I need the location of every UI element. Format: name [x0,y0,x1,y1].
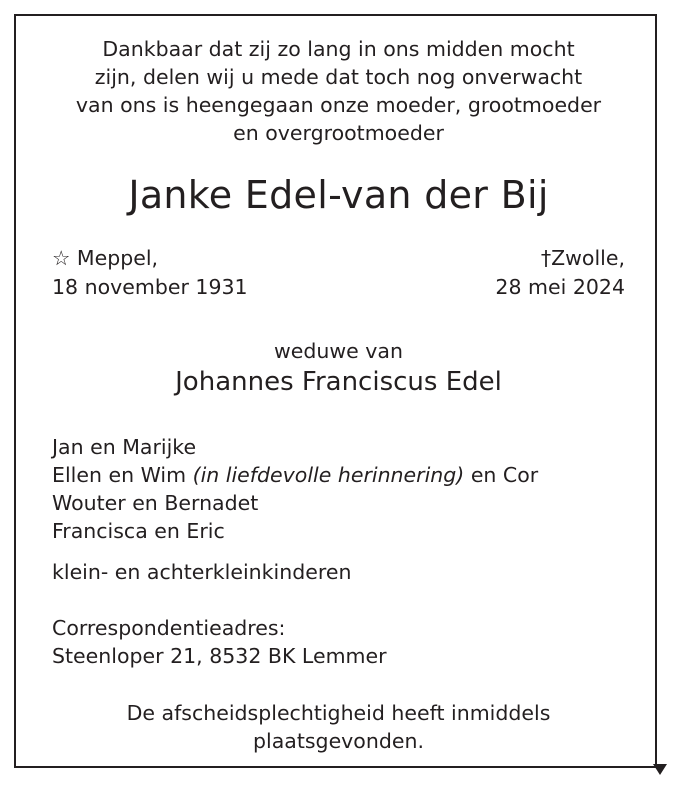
address-label: Correspondentieadres: [52,616,286,640]
funeral-note [0,699,677,755]
grandchildren-line: klein- en achterkleinkinderen [52,560,352,584]
funeral-line: plaatsgevonden. [253,729,424,753]
address-street: Steenloper 21, 8532 BK Lemmer [52,644,387,668]
family-list [52,433,538,545]
triangle-down-icon[interactable] [653,764,667,775]
remembrance-note: (in liefdevolle herinnering) [192,463,465,487]
family-line: Wouter en Bernadet [52,491,259,515]
birth-info [52,244,248,302]
husband-name: Johannes Franciscus Edel [175,367,502,397]
funeral-line: De afscheidsplechtigheid heeft inmiddels [126,701,551,725]
dagger-icon: † [540,246,552,270]
correspondence-address [52,614,387,670]
intro-text [0,35,677,147]
death-date: 28 mei 2024 [495,275,625,299]
intro-line: zijn, delen wij u mede dat toch nog onverwacht [94,65,583,89]
death-place: Zwolle, [551,246,625,270]
family-line [52,461,538,489]
family-line: Jan en Marijke [52,435,197,459]
deceased-name: Janke Edel-van der Bij [128,173,549,217]
birth-place: Meppel, [76,246,159,270]
intro-line: van ons is heengegaan onze moeder, grootmoeder [75,93,602,117]
family-line: Francisca en Eric [52,519,225,543]
birth-date: 18 november 1931 [52,275,248,299]
family-line-text: en Cor [464,463,539,487]
intro-line: en overgrootmoeder [233,121,444,145]
star-icon: ☆ [52,246,71,270]
family-line-text: Ellen en Wim [52,463,193,487]
widow-label: weduwe van [274,339,403,363]
death-info [495,244,625,302]
intro-line: Dankbaar dat zij zo lang in ons midden mocht [102,37,575,61]
